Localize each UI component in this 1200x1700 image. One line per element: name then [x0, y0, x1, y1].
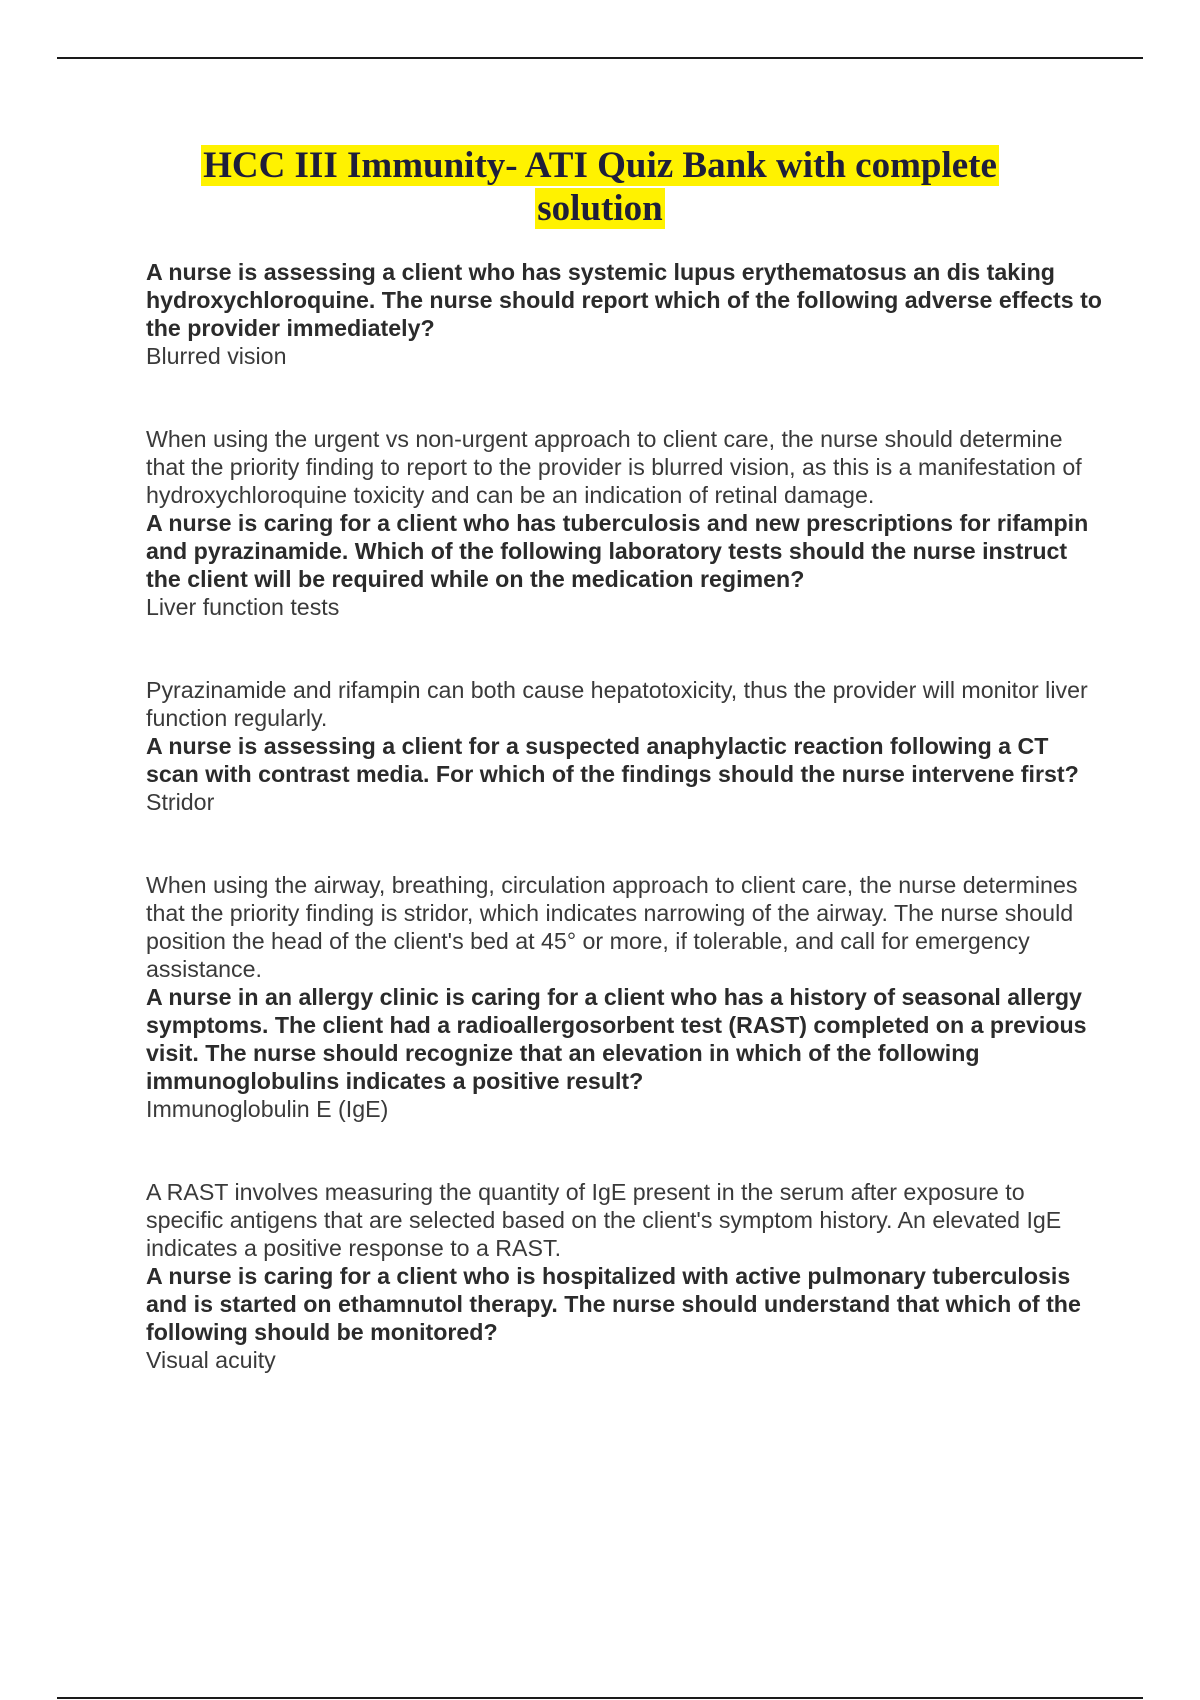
- answer-text: Liver function tests: [146, 594, 340, 620]
- rationale-text: When using the airway, breathing, circulation approach to client care, the nurse determines that the priority finding is stridor, which indicates narrowing of the airway. The nurse should position the head of the client's bed at 45° or more, if tolerable, and call for emergency assistance.: [146, 872, 1078, 982]
- question-text: A nurse is caring for a client who has tuberculosis and new prescriptions for rifampin and pyrazinamide. Which of the following laboratory tests should the nurse instruct the client will be required while on the medication regimen?: [146, 510, 1089, 592]
- rationale-text: A RAST involves measuring the quantity of IgE present in the serum after exposure to specific antigens that are selected based on the client's symptom history. An elevated IgE indicates a positive response to a RAST.: [146, 1179, 1062, 1261]
- rationale-text: Pyrazinamide and rifampin can both cause hepatotoxicity, thus the provider will monitor liver function regularly.: [146, 677, 1088, 731]
- bottom-rule: [57, 1697, 1143, 1699]
- quiz-content: [146, 258, 1106, 1374]
- rationale-text: When using the urgent vs non-urgent approach to client care, the nurse should determine that the priority finding to report to the provider is blurred vision, as this is a manifestation of hydroxychloroquine toxicity and can be an indication of retinal damage.: [146, 426, 1082, 508]
- title-line-2: solution: [537, 188, 663, 229]
- answer-text: Stridor: [146, 789, 215, 815]
- question-text: A nurse is caring for a client who is hospitalized with active pulmonary tuberculosis and is started on ethamnutol therapy. The nurse should understand that which of the following should be monitored?: [146, 1263, 1081, 1345]
- answer-text: Blurred vision: [146, 343, 287, 369]
- question-text: A nurse is assessing a client for a suspected anaphylactic reaction following a CT scan with contrast media. For which of the findings should the nurse intervene first?: [146, 733, 1079, 787]
- document-title: [100, 144, 1100, 230]
- question-text: A nurse in an allergy clinic is caring for a client who has a history of seasonal allergy symptoms. The client had a radioallergosorbent test (RAST) completed on a previous visit. The nurse should recognize that an elevation in which of the following immunoglobulins indicates a positive result?: [146, 984, 1087, 1094]
- top-rule: [57, 57, 1143, 59]
- answer-text: Visual acuity: [146, 1347, 276, 1373]
- title-line-1: HCC III Immunity- ATI Quiz Bank with complete: [203, 145, 997, 186]
- answer-text: Immunoglobulin E (IgE): [146, 1096, 389, 1122]
- question-text: A nurse is assessing a client who has systemic lupus erythematosus an dis taking hydroxychloroquine. The nurse should report which of the following adverse effects to the provider immediately?: [146, 259, 1102, 341]
